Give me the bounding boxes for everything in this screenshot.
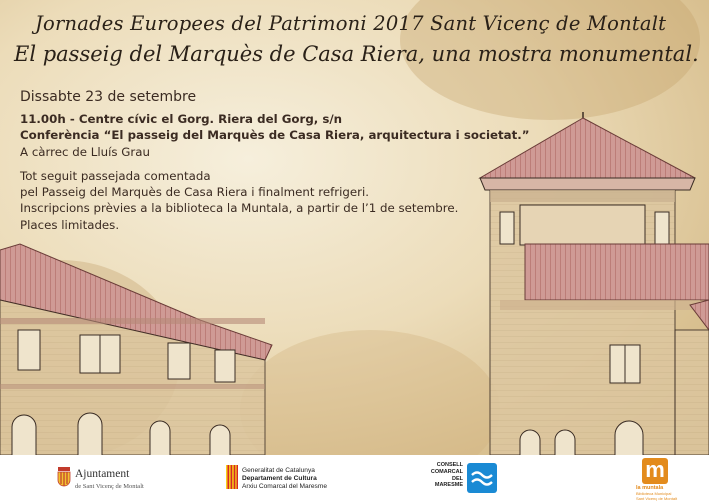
consell-comarcal-logo [425,461,505,497]
event-conference: Conferència “El passeig del Marquès de Casa Riera, arquitectura i societat.” [20,128,530,142]
generalitat-logo [226,463,376,495]
event-time-place: 11.00h - Centre cívic el Gorg. Riera del Gorg, s/n [20,112,343,126]
generalitat-line1: Generalitat de Catalunya [242,467,315,474]
ajuntament-subtitle: de Sant Vicenç de Montalt [75,483,144,490]
consell-line2: COMARCAL [430,468,463,475]
muntala-m-icon: m [642,458,668,484]
left-house-drawing [0,244,272,455]
muntala-subtitle: Biblioteca Municipal [636,491,672,496]
maresme-wave-icon [467,463,497,493]
muntala-logo [636,458,692,500]
ajuntament-logo [57,463,177,495]
generalitat-line2: Departament de Cultura [242,475,317,482]
detail-line: Places limitades. [20,218,120,232]
title-line-1: Jornades Europees del Patrimoni 2017 Sant Vicenç de Montalt [35,12,667,35]
detail-line: Inscripcions prèvies a la biblioteca la Muntala, a partir de l’1 de setembre. [20,201,459,215]
sponsor-logo-bar [0,455,709,501]
muntala-place: Sant Vicenç de Montalt [636,496,678,501]
ajuntament-name: Ajuntament [75,468,130,480]
consell-line1: CONSELL [436,462,463,468]
event-date: Dissabte 23 de setembre [20,89,197,105]
tower-drawing [480,112,709,455]
muntala-name: la muntala [636,485,664,491]
detail-line: Tot seguit passejada comentada [20,169,211,183]
consell-line4: MARESME [434,482,463,489]
consell-text [425,462,463,489]
catalonia-flag-icon [226,465,238,489]
title-line-2: El passeig del Marquès de Casa Riera, una mostra monumental. [14,42,699,66]
ajuntament-shield-icon [57,464,71,490]
generalitat-line3: Arxiu Comarcal del Maresme [242,483,328,490]
detail-line: pel Passeig del Marquès de Casa Riera i finalment refrigeri. [20,185,370,199]
event-speaker: A càrrec de Lluís Grau [20,145,150,159]
consell-line3: DEL [452,475,463,482]
